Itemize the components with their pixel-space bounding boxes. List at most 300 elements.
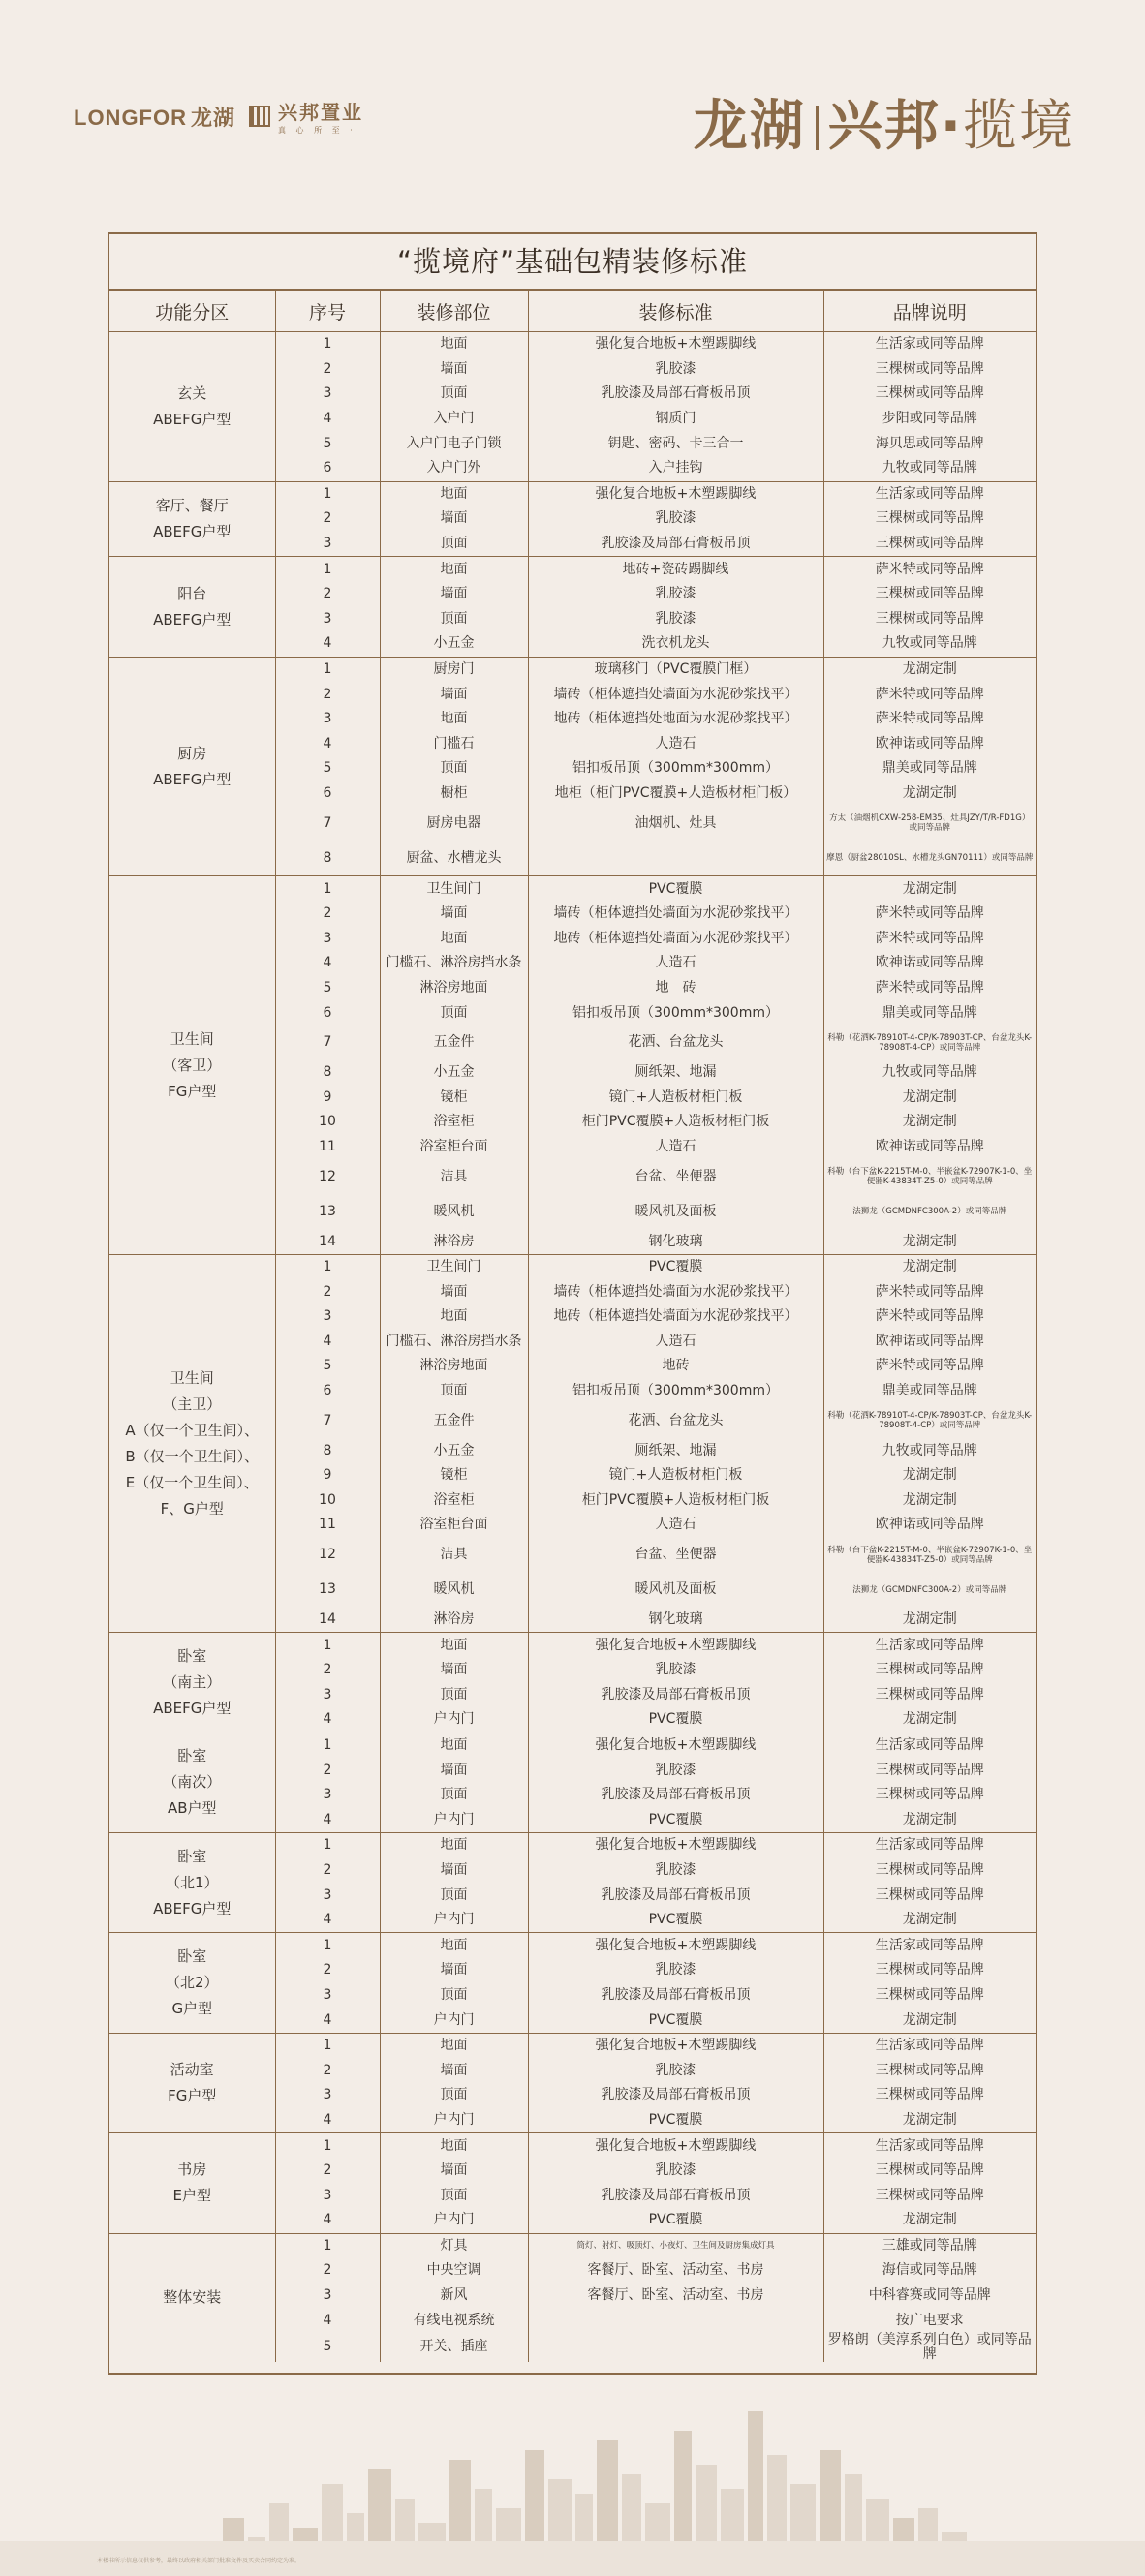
row-number: 3 xyxy=(275,2083,380,2108)
area-label-line: FG户型 xyxy=(168,1082,217,1100)
row-brand: 龙湖定制 xyxy=(823,1229,1036,1254)
row-number: 2 xyxy=(275,902,380,927)
area-label-line: （南次） xyxy=(163,1773,222,1792)
table-row xyxy=(109,2033,1036,2058)
row-part: 地面 xyxy=(380,481,528,506)
row-part: 顶面 xyxy=(380,756,528,782)
area-label-line: ABEFG户型 xyxy=(153,1700,232,1718)
row-part: 浴室柜 xyxy=(380,1110,528,1135)
header-no: 序号 xyxy=(275,291,380,332)
standards-table-frame xyxy=(108,232,1037,2375)
row-standard: 地砖（柜体遮挡处地面为水泥砂浆找平） xyxy=(528,707,823,732)
row-standard: 油烟机、灶具 xyxy=(528,806,823,841)
header-brand: 品牌说明 xyxy=(823,291,1036,332)
project-logo xyxy=(694,83,1075,161)
row-standard: 强化复合地板+木塑踢脚线 xyxy=(528,332,823,357)
row-standard: 入户挂钩 xyxy=(528,456,823,481)
row-part: 户内门 xyxy=(380,2008,528,2033)
row-part: 顶面 xyxy=(380,532,528,557)
row-standard: 强化复合地板+木塑踢脚线 xyxy=(528,1733,823,1758)
table-row xyxy=(109,1833,1036,1858)
row-number: 3 xyxy=(275,2183,380,2208)
project-logo-xingbang: 兴邦· xyxy=(827,95,963,158)
row-standard: 钢化玻璃 xyxy=(528,1229,823,1254)
table-row xyxy=(109,2233,1036,2258)
row-brand: 龙湖定制 xyxy=(823,1707,1036,1733)
row-brand: 海信或同等品牌 xyxy=(823,2258,1036,2284)
row-standard: 乳胶漆 xyxy=(528,506,823,532)
row-standard: 墙砖（柜体遮挡处墙面为水泥砂浆找平） xyxy=(528,1279,823,1304)
row-part: 顶面 xyxy=(380,2183,528,2208)
row-part: 户内门 xyxy=(380,2208,528,2233)
row-brand: 海贝思或同等品牌 xyxy=(823,431,1036,456)
row-number: 14 xyxy=(275,1229,380,1254)
area-cell xyxy=(109,1633,275,1733)
row-brand: 萨米特或同等品牌 xyxy=(823,1279,1036,1304)
row-part: 淋浴房 xyxy=(380,1229,528,1254)
row-part: 卫生间门 xyxy=(380,1254,528,1279)
row-brand: 欧神诺或同等品牌 xyxy=(823,1330,1036,1355)
row-number: 3 xyxy=(275,1883,380,1908)
logo-divider xyxy=(816,106,819,150)
row-standard: 强化复合地板+木塑踢脚线 xyxy=(528,1933,823,1958)
row-number: 1 xyxy=(275,2033,380,2058)
row-standard: 乳胶漆 xyxy=(528,582,823,607)
row-standard: 花洒、台盆龙头 xyxy=(528,1403,823,1438)
row-number: 8 xyxy=(275,841,380,876)
row-part: 浴室柜 xyxy=(380,1488,528,1514)
row-brand: 鼎美或同等品牌 xyxy=(823,1000,1036,1026)
row-part: 入户门电子门锁 xyxy=(380,431,528,456)
row-part: 顶面 xyxy=(380,1683,528,1708)
row-standard: 人造石 xyxy=(528,951,823,976)
area-label-line: 卫生间 xyxy=(170,1368,214,1387)
row-number: 4 xyxy=(275,1908,380,1933)
row-brand: 科勒（台下盆K-2215T-M-0、半嵌盆K-72907K-1-0、坐便器K-43834T-Z5-0）或同等品牌 xyxy=(823,1538,1036,1573)
row-part: 浴室柜台面 xyxy=(380,1135,528,1160)
row-number: 4 xyxy=(275,2008,380,2033)
xingbang-name: 兴邦置业 xyxy=(278,101,364,124)
table-row xyxy=(109,481,1036,506)
row-standard: 强化复合地板+木塑踢脚线 xyxy=(528,1833,823,1858)
area-cell xyxy=(109,557,275,657)
header-area: 功能分区 xyxy=(109,291,275,332)
longfor-en: LONGFOR xyxy=(74,105,187,130)
row-brand: 龙湖定制 xyxy=(823,1608,1036,1633)
row-standard: 乳胶漆及局部石膏板吊顶 xyxy=(528,1883,823,1908)
row-number: 12 xyxy=(275,1159,380,1194)
row-brand: 欧神诺或同等品牌 xyxy=(823,732,1036,757)
row-number: 4 xyxy=(275,2308,380,2333)
row-brand: 龙湖定制 xyxy=(823,1110,1036,1135)
row-part: 墙面 xyxy=(380,2058,528,2083)
row-part: 墙面 xyxy=(380,582,528,607)
row-standard: 乳胶漆及局部石膏板吊顶 xyxy=(528,382,823,407)
row-number: 6 xyxy=(275,456,380,481)
row-number: 3 xyxy=(275,607,380,632)
row-number: 1 xyxy=(275,1933,380,1958)
row-part: 浴室柜台面 xyxy=(380,1513,528,1538)
row-number: 2 xyxy=(275,2159,380,2184)
row-part: 洁具 xyxy=(380,1159,528,1194)
row-brand: 萨米特或同等品牌 xyxy=(823,557,1036,582)
table-row xyxy=(109,332,1036,357)
area-label-line: （南主） xyxy=(163,1673,222,1692)
table-row xyxy=(109,1254,1036,1279)
project-logo-longfor: 龙湖 xyxy=(693,95,806,158)
row-brand: 萨米特或同等品牌 xyxy=(823,1354,1036,1379)
row-brand: 三雄或同等品牌 xyxy=(823,2233,1036,2258)
row-brand: 龙湖定制 xyxy=(823,2008,1036,2033)
row-number: 3 xyxy=(275,1783,380,1808)
area-cell xyxy=(109,1733,275,1832)
row-standard: 花洒、台盆龙头 xyxy=(528,1026,823,1060)
row-standard: 强化复合地板+木塑踢脚线 xyxy=(528,1633,823,1658)
row-brand: 萨米特或同等品牌 xyxy=(823,926,1036,951)
project-logo-lanjing: 揽境 xyxy=(963,95,1075,158)
area-label-line: 整体安装 xyxy=(163,2288,222,2307)
row-part: 中央空调 xyxy=(380,2258,528,2284)
row-brand: 方太（油烟机CXW-258-EM35、灶具JZY/T/R-FD1G）或同等品牌 xyxy=(823,806,1036,841)
row-brand: 龙湖定制 xyxy=(823,1808,1036,1833)
row-part: 地面 xyxy=(380,1304,528,1330)
row-standard: 强化复合地板+木塑踢脚线 xyxy=(528,2133,823,2159)
area-label-line: 活动室 xyxy=(170,2061,214,2079)
row-part: 小五金 xyxy=(380,1438,528,1463)
row-brand: 龙湖定制 xyxy=(823,1488,1036,1514)
area-cell xyxy=(109,1833,275,1933)
xingbang-slogan: 真 心 所 至 · xyxy=(278,126,356,135)
row-number: 14 xyxy=(275,1608,380,1633)
row-number: 10 xyxy=(275,1488,380,1514)
row-number: 2 xyxy=(275,1858,380,1884)
row-part: 新风 xyxy=(380,2284,528,2309)
table-body xyxy=(109,332,1036,2362)
row-brand: 龙湖定制 xyxy=(823,2208,1036,2233)
row-number: 2 xyxy=(275,1758,380,1783)
longfor-logo xyxy=(70,97,363,136)
row-number: 8 xyxy=(275,1060,380,1086)
row-part: 暖风机 xyxy=(380,1194,528,1229)
row-standard: 人造石 xyxy=(528,732,823,757)
area-cell xyxy=(109,876,275,1255)
row-number: 1 xyxy=(275,1254,380,1279)
row-number: 13 xyxy=(275,1194,380,1229)
row-brand: 九牧或同等品牌 xyxy=(823,631,1036,657)
area-label-line: 卧室 xyxy=(177,1747,207,1765)
row-brand: 龙湖定制 xyxy=(823,876,1036,902)
row-standard: 钢化玻璃 xyxy=(528,1608,823,1633)
area-label-line: （北1） xyxy=(165,1873,219,1891)
row-part: 墙面 xyxy=(380,682,528,707)
area-label-line: AB户型 xyxy=(167,1799,217,1818)
area-cell xyxy=(109,2133,275,2233)
row-number: 5 xyxy=(275,756,380,782)
row-standard xyxy=(528,2308,823,2333)
table-row xyxy=(109,1733,1036,1758)
row-brand: 三棵树或同等品牌 xyxy=(823,1758,1036,1783)
row-number: 3 xyxy=(275,707,380,732)
row-brand: 中科睿赛或同等品牌 xyxy=(823,2284,1036,2309)
row-standard: 乳胶漆及局部石膏板吊顶 xyxy=(528,1983,823,2009)
area-cell xyxy=(109,332,275,482)
row-number: 12 xyxy=(275,1538,380,1573)
row-standard: 地 砖 xyxy=(528,976,823,1001)
row-standard: 暖风机及面板 xyxy=(528,1194,823,1229)
row-number: 4 xyxy=(275,1808,380,1833)
row-number: 1 xyxy=(275,557,380,582)
table-row xyxy=(109,2133,1036,2159)
row-brand: 三棵树或同等品牌 xyxy=(823,357,1036,383)
row-number: 2 xyxy=(275,506,380,532)
row-number: 11 xyxy=(275,1513,380,1538)
area-label-line: 厨房 xyxy=(177,744,207,762)
row-part: 淋浴房地面 xyxy=(380,1354,528,1379)
row-brand: 按广电要求 xyxy=(823,2308,1036,2333)
row-brand: 三棵树或同等品牌 xyxy=(823,506,1036,532)
row-standard: PVC覆膜 xyxy=(528,2008,823,2033)
row-standard: 人造石 xyxy=(528,1135,823,1160)
area-label-line: B（仅一个卫生间）、 xyxy=(125,1447,260,1465)
row-number: 4 xyxy=(275,1707,380,1733)
row-standard: 暖风机及面板 xyxy=(528,1573,823,1608)
row-standard: 钢质门 xyxy=(528,407,823,432)
row-part: 地面 xyxy=(380,707,528,732)
row-part: 小五金 xyxy=(380,1060,528,1086)
row-part: 橱柜 xyxy=(380,782,528,807)
row-part: 顶面 xyxy=(380,1783,528,1808)
table-row xyxy=(109,876,1036,902)
row-number: 13 xyxy=(275,1573,380,1608)
row-number: 1 xyxy=(275,1733,380,1758)
row-standard: PVC覆膜 xyxy=(528,2108,823,2133)
row-standard: 乳胶漆 xyxy=(528,607,823,632)
row-part: 墙面 xyxy=(380,902,528,927)
row-brand: 三棵树或同等品牌 xyxy=(823,1683,1036,1708)
row-brand: 三棵树或同等品牌 xyxy=(823,1783,1036,1808)
row-brand: 萨米特或同等品牌 xyxy=(823,707,1036,732)
row-standard: 乳胶漆 xyxy=(528,1958,823,1983)
row-standard xyxy=(528,2333,823,2362)
row-brand: 法狮龙（GCMDNFC300A-2）或同等品牌 xyxy=(823,1194,1036,1229)
row-brand: 九牧或同等品牌 xyxy=(823,1438,1036,1463)
row-number: 1 xyxy=(275,2133,380,2159)
row-standard: 强化复合地板+木塑踢脚线 xyxy=(528,481,823,506)
row-number: 4 xyxy=(275,2108,380,2133)
row-standard: 镜门+人造板材柜门板 xyxy=(528,1085,823,1110)
row-part: 户内门 xyxy=(380,1808,528,1833)
row-part: 地面 xyxy=(380,332,528,357)
row-brand: 萨米特或同等品牌 xyxy=(823,1304,1036,1330)
header-standard: 装修标准 xyxy=(528,291,823,332)
row-part: 墙面 xyxy=(380,357,528,383)
row-number: 5 xyxy=(275,2333,380,2362)
row-part: 门槛石、淋浴房挡水条 xyxy=(380,951,528,976)
row-standard: 地砖（柜体遮挡处墙面为水泥砂浆找平） xyxy=(528,1304,823,1330)
area-label-line: 卧室 xyxy=(177,1847,207,1865)
row-part: 厨房门 xyxy=(380,657,528,682)
row-number: 1 xyxy=(275,876,380,902)
row-part: 五金件 xyxy=(380,1403,528,1438)
area-label-line: 阳台 xyxy=(177,584,207,602)
area-label-line: ABEFG户型 xyxy=(153,1899,232,1917)
row-standard: 地砖 xyxy=(528,1354,823,1379)
row-standard: 人造石 xyxy=(528,1330,823,1355)
row-brand: 三棵树或同等品牌 xyxy=(823,1658,1036,1683)
row-brand: 龙湖定制 xyxy=(823,1085,1036,1110)
xingbang-mark-icon xyxy=(249,106,270,127)
row-standard: 铝扣板吊顶（300mm*300mm） xyxy=(528,1000,823,1026)
row-number: 7 xyxy=(275,806,380,841)
row-part: 地面 xyxy=(380,1833,528,1858)
row-number: 5 xyxy=(275,1354,380,1379)
row-brand: 生活家或同等品牌 xyxy=(823,332,1036,357)
row-standard: 厕纸架、地漏 xyxy=(528,1438,823,1463)
area-cell xyxy=(109,657,275,876)
standards-table xyxy=(109,291,1036,2362)
row-part: 墙面 xyxy=(380,1279,528,1304)
area-label-line: （客卫） xyxy=(163,1056,222,1074)
row-part: 墙面 xyxy=(380,1958,528,1983)
row-standard: 铝扣板吊顶（300mm*300mm） xyxy=(528,756,823,782)
area-cell xyxy=(109,1933,275,2033)
row-brand: 萨米特或同等品牌 xyxy=(823,976,1036,1001)
row-brand: 三棵树或同等品牌 xyxy=(823,2183,1036,2208)
row-brand: 生活家或同等品牌 xyxy=(823,1933,1036,1958)
row-brand: 科勒（花洒K-78910T-4-CP/K-78903T-CP、台盆龙头K-78908T-4-CP）或同等品牌 xyxy=(823,1403,1036,1438)
row-brand: 科勒（花洒K-78910T-4-CP/K-78903T-CP、台盆龙头K-78908T-4-CP）或同等品牌 xyxy=(823,1026,1036,1060)
area-cell xyxy=(109,1254,275,1633)
row-standard: 筒灯、射灯、吸顶灯、小夜灯、卫生间及厨房集成灯具 xyxy=(528,2233,823,2258)
row-number: 4 xyxy=(275,732,380,757)
row-standard: 台盆、坐便器 xyxy=(528,1159,823,1194)
row-brand: 三棵树或同等品牌 xyxy=(823,582,1036,607)
xingbang-logo xyxy=(249,97,363,136)
row-part: 洁具 xyxy=(380,1538,528,1573)
longfor-cn: 龙湖 xyxy=(191,105,236,130)
row-brand: 龙湖定制 xyxy=(823,2108,1036,2133)
row-number: 10 xyxy=(275,1110,380,1135)
row-standard: 客餐厅、卧室、活动室、书房 xyxy=(528,2284,823,2309)
row-standard: PVC覆膜 xyxy=(528,1808,823,1833)
row-brand: 欧神诺或同等品牌 xyxy=(823,1135,1036,1160)
row-brand: 欧神诺或同等品牌 xyxy=(823,951,1036,976)
row-number: 3 xyxy=(275,926,380,951)
row-standard: 乳胶漆及局部石膏板吊顶 xyxy=(528,532,823,557)
row-part: 入户门外 xyxy=(380,456,528,481)
row-brand: 步阳或同等品牌 xyxy=(823,407,1036,432)
row-part: 厨房电器 xyxy=(380,806,528,841)
row-number: 6 xyxy=(275,1000,380,1026)
area-label-line: ABEFG户型 xyxy=(153,770,232,788)
area-label-line: 卧室 xyxy=(177,1647,207,1666)
row-number: 2 xyxy=(275,582,380,607)
area-label-line: （主卫） xyxy=(163,1395,222,1413)
row-brand: 三棵树或同等品牌 xyxy=(823,2083,1036,2108)
row-number: 1 xyxy=(275,332,380,357)
row-number: 4 xyxy=(275,2208,380,2233)
row-part: 顶面 xyxy=(380,1983,528,2009)
row-brand: 生活家或同等品牌 xyxy=(823,1633,1036,1658)
row-part: 镜柜 xyxy=(380,1463,528,1488)
footer-disclaimer: 本楼书所示信息仅供参考，最终以政府相关部门批准文件及买卖合同约定为准。 xyxy=(97,2558,301,2564)
row-brand: 三棵树或同等品牌 xyxy=(823,1883,1036,1908)
row-number: 11 xyxy=(275,1135,380,1160)
row-number: 3 xyxy=(275,1983,380,2009)
page-title: “揽境府”基础包精装修标准 xyxy=(109,234,1036,291)
row-brand: 三棵树或同等品牌 xyxy=(823,532,1036,557)
row-number: 6 xyxy=(275,1379,380,1404)
row-part: 地面 xyxy=(380,1933,528,1958)
row-standard: 台盆、坐便器 xyxy=(528,1538,823,1573)
row-part: 地面 xyxy=(380,557,528,582)
row-brand: 三棵树或同等品牌 xyxy=(823,607,1036,632)
row-standard: 墙砖（柜体遮挡处墙面为水泥砂浆找平） xyxy=(528,682,823,707)
row-standard: 乳胶漆及局部石膏板吊顶 xyxy=(528,2083,823,2108)
row-number: 7 xyxy=(275,1026,380,1060)
row-part: 墙面 xyxy=(380,1658,528,1683)
row-standard: 乳胶漆 xyxy=(528,2159,823,2184)
row-brand: 萨米特或同等品牌 xyxy=(823,682,1036,707)
row-standard: 乳胶漆 xyxy=(528,357,823,383)
row-brand: 龙湖定制 xyxy=(823,1908,1036,1933)
row-brand: 龙湖定制 xyxy=(823,657,1036,682)
row-brand: 生活家或同等品牌 xyxy=(823,2033,1036,2058)
row-brand: 三棵树或同等品牌 xyxy=(823,2058,1036,2083)
row-number: 3 xyxy=(275,532,380,557)
table-row xyxy=(109,657,1036,682)
row-standard: 人造石 xyxy=(528,1513,823,1538)
area-label-line: ABEFG户型 xyxy=(153,410,232,428)
row-number: 9 xyxy=(275,1463,380,1488)
row-brand: 鼎美或同等品牌 xyxy=(823,756,1036,782)
row-part: 墙面 xyxy=(380,1758,528,1783)
row-part: 镜柜 xyxy=(380,1085,528,1110)
row-part: 顶面 xyxy=(380,1883,528,1908)
area-label-line: ABEFG户型 xyxy=(153,610,232,629)
row-number: 3 xyxy=(275,2284,380,2309)
row-standard: 乳胶漆 xyxy=(528,1858,823,1884)
row-brand: 龙湖定制 xyxy=(823,782,1036,807)
longfor-wordmark xyxy=(70,102,235,132)
row-standard: 地砖（柜体遮挡处墙面为水泥砂浆找平） xyxy=(528,926,823,951)
row-standard: 钥匙、密码、卡三合一 xyxy=(528,431,823,456)
row-part: 地面 xyxy=(380,926,528,951)
row-brand: 萨米特或同等品牌 xyxy=(823,902,1036,927)
area-label-line: E（仅一个卫生间）、 xyxy=(125,1473,259,1491)
row-part: 户内门 xyxy=(380,2108,528,2133)
row-brand: 生活家或同等品牌 xyxy=(823,481,1036,506)
area-label-line: E户型 xyxy=(172,2187,211,2205)
row-standard: 乳胶漆及局部石膏板吊顶 xyxy=(528,2183,823,2208)
area-label-line: ABEFG户型 xyxy=(153,522,232,540)
row-part: 顶面 xyxy=(380,2083,528,2108)
row-part: 地面 xyxy=(380,2133,528,2159)
table-header-row xyxy=(109,291,1036,332)
row-number: 2 xyxy=(275,1958,380,1983)
row-brand: 科勒（台下盆K-2215T-M-0、半嵌盆K-72907K-1-0、坐便器K-43834T-Z5-0）或同等品牌 xyxy=(823,1159,1036,1194)
row-number: 1 xyxy=(275,2233,380,2258)
row-part: 地面 xyxy=(380,1733,528,1758)
row-brand: 三棵树或同等品牌 xyxy=(823,1858,1036,1884)
area-label-line: 玄关 xyxy=(177,383,207,402)
row-brand: 三棵树或同等品牌 xyxy=(823,382,1036,407)
row-number: 2 xyxy=(275,2058,380,2083)
row-brand: 三棵树或同等品牌 xyxy=(823,1983,1036,2009)
row-part: 墙面 xyxy=(380,506,528,532)
row-number: 6 xyxy=(275,782,380,807)
area-label-line: G户型 xyxy=(171,2000,213,2018)
